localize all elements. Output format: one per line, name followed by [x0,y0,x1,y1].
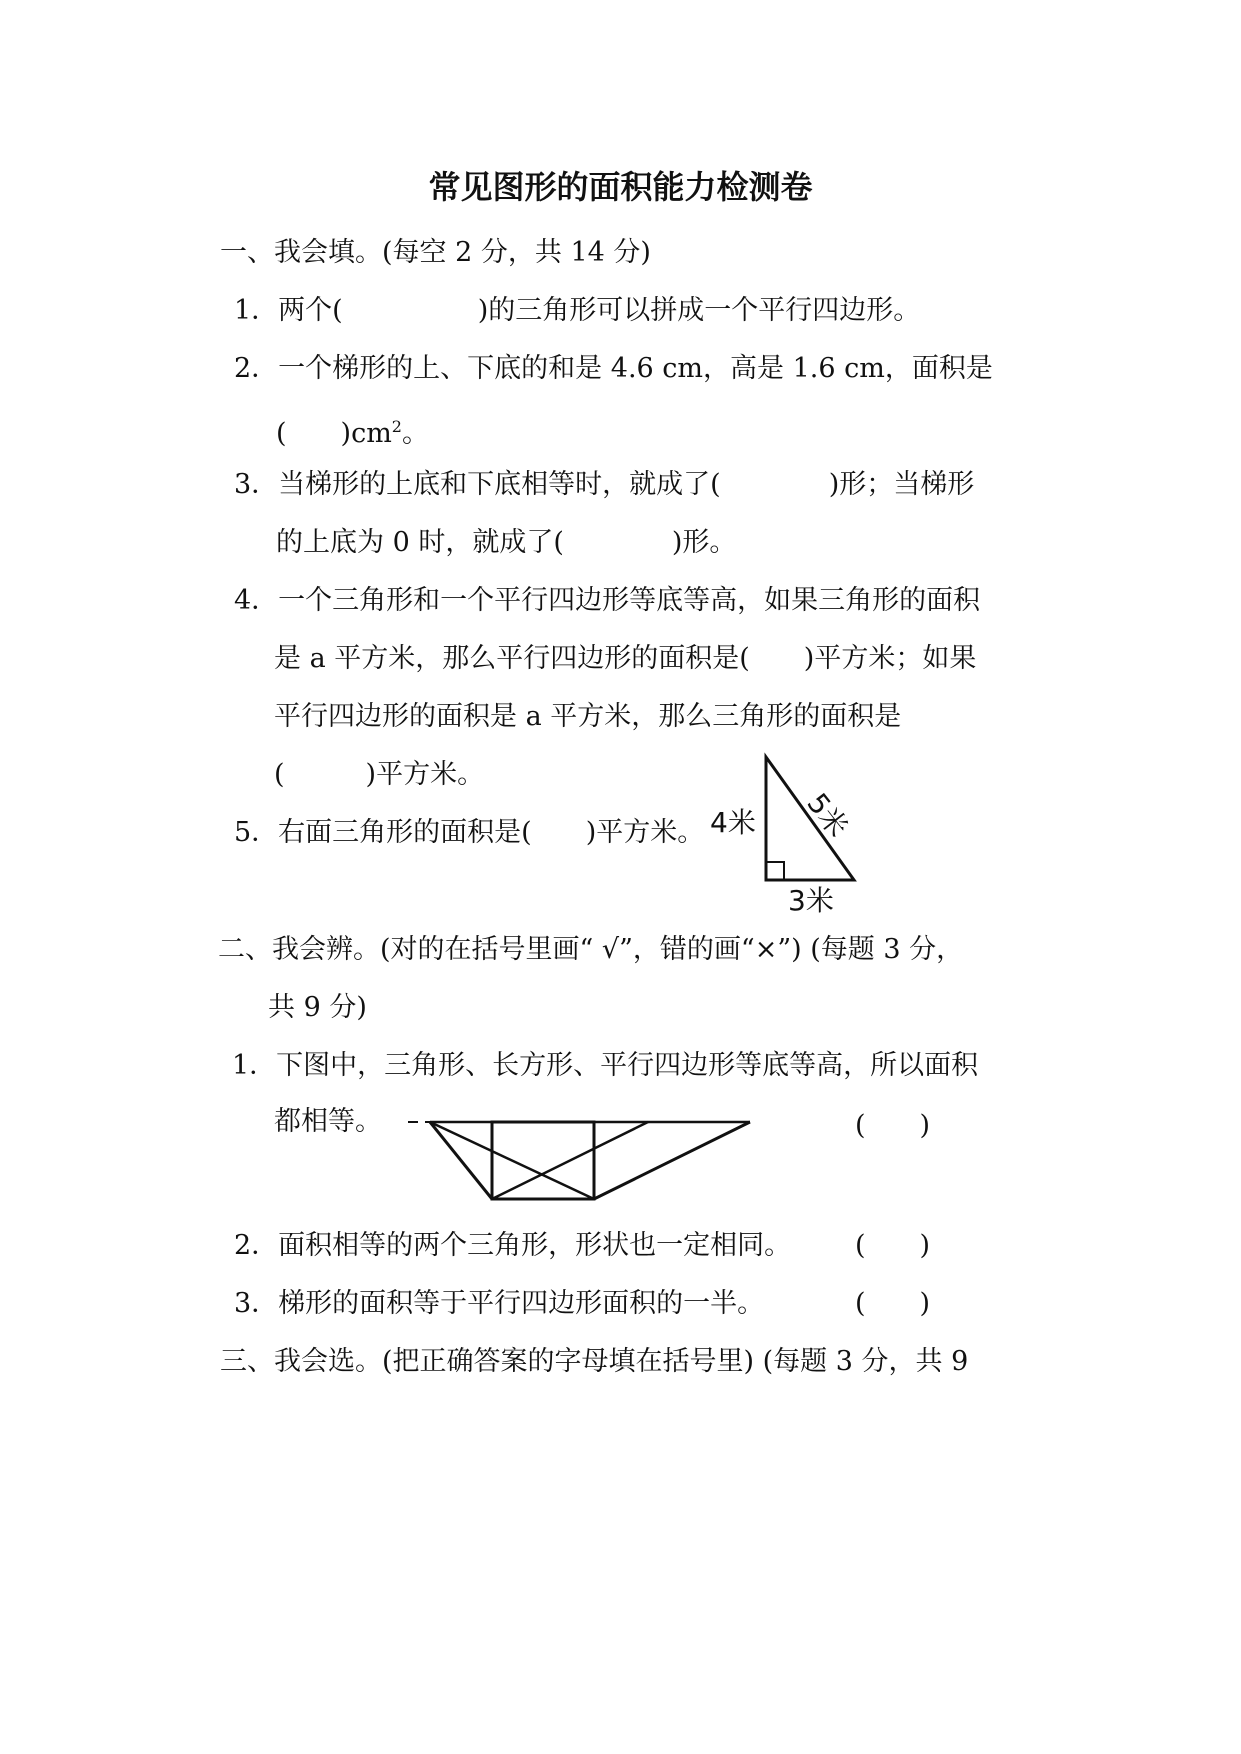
question-1-4-line4: ( )平方米。 [274,759,485,790]
question-1-5: 5．右面三角形的面积是( )平方米。 [234,817,705,848]
question-2-1-line1: 1．下图中，三角形、长方形、平行四边形等底等高，所以面积 [232,1050,979,1081]
page-title: 常见图形的面积能力检测卷 [428,168,813,206]
section-2-heading-line2: 共 9 分) [268,992,367,1023]
section-1-heading: 一、我会填。(每空 2 分，共 14 分) [220,237,651,268]
question-1-2-text: ( )cm [276,418,392,449]
question-1-2-end: 。 [401,418,429,449]
question-2-2: 2．面积相等的两个三角形，形状也一定相同。 [234,1230,792,1261]
label-3m: 3米 [788,884,834,917]
section-3-heading: 三、我会选。(把正确答案的字母填在括号里) (每题 3 分，共 9 [220,1346,969,1377]
question-2-1-line2: 都相等。 [274,1106,382,1137]
question-1-3-line2: 的上底为 0 时，就成了( )形。 [276,527,737,558]
question-1-4-line1: 4．一个三角形和一个平行四边形等底等高，如果三角形的面积 [234,585,981,616]
answer-paren-2-3[interactable]: ( ) [855,1288,931,1319]
answer-paren-2-2[interactable]: ( ) [855,1230,931,1261]
label-5m: 5米 [800,786,855,844]
question-2-3: 3．梯形的面积等于平行四边形面积的一半。 [234,1288,765,1319]
right-triangle-figure [700,745,870,920]
question-1-1: 1．两个( )的三角形可以拼成一个平行四边形。 [234,295,921,326]
superscript-2: 2 [391,417,402,436]
question-1-2-line2 [276,409,429,452]
label-4m: 4米 [710,806,756,839]
answer-paren-2-1[interactable]: ( ) [855,1110,931,1141]
question-1-3-line1: 3．当梯形的上底和下底相等时，就成了( )形；当梯形 [234,469,975,500]
question-1-4-line2: 是 a 平方米，那么平行四边形的面积是( )平方米；如果 [274,643,977,674]
question-1-2-line1: 2．一个梯形的上、下底的和是 4.6 cm，高是 1.6 cm，面积是 [234,353,993,384]
shapes-figure [400,1112,765,1207]
question-1-4-line3: 平行四边形的面积是 a 平方米，那么三角形的面积是 [274,701,902,732]
section-2-heading-line1: 二、我会辨。(对的在括号里画“ √”，错的画“×”) (每题 3 分， [218,934,964,965]
